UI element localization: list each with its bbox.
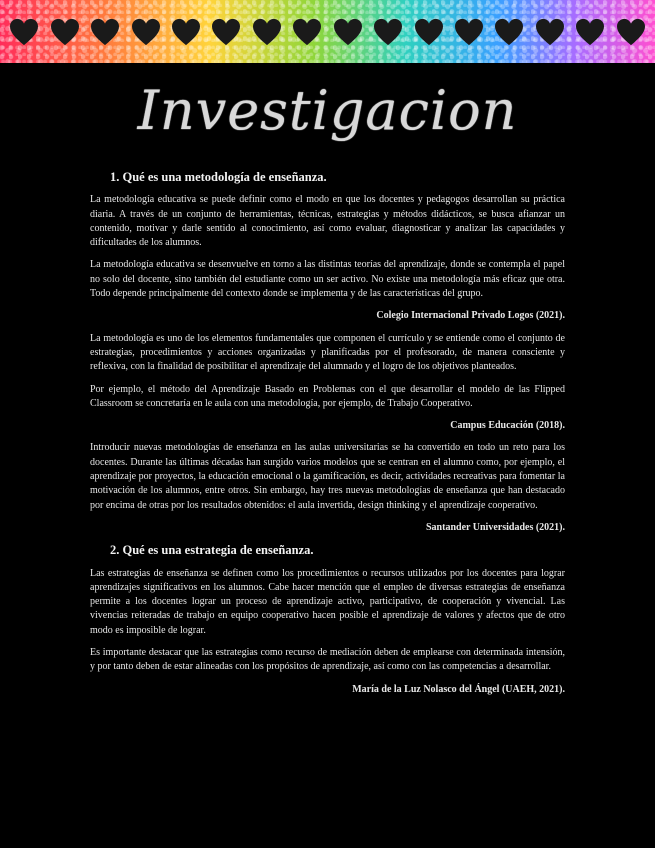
section-2-paragraph: Es importante destacar que las estrategias como recurso de mediación deben de emplearse con determinada intensión, y por tanto deben de estar alineadas con los propósitos de aprendizaje, así como con las competencias a desarrollar. — [90, 647, 565, 673]
document-body — [90, 170, 565, 705]
section-1-paragraph: Por ejemplo, el método del Aprendizaje Basado en Problemas con el que desarrollar el modelo de las Flipped Classroom se concretaría en le aula con una metodología, por ejemplo, de Trabajo Cooperativo. — [90, 383, 565, 409]
heart-icon — [414, 18, 444, 46]
section-2-paragraph: Las estrategias de enseñanza se definen como los procedimientos o recursos utilizados por los docentes para lograr aprendizajes significativos en los alumnos. Cabe hacer mención que el empleo de diversas estrategias de enseñanza permite a los docentes lograr un proceso de aprendizaje activo, participativo, de cooperación y vivencial. Las vivencias reiteradas de trabajo en equipo cooperativo hacen posible el aprendizaje de valores y afectos que de otro modo es imposible de lograr. — [90, 567, 565, 636]
section-1-paragraph: Introducir nuevas metodologías de enseñanza en las aulas universitarias se ha convertido en todo un reto para los docentes. Durante las últimas décadas han surgido varios modelos que se centran en el alumno como, por ejemplo, el aprendizaje por proyectos, la educación emocional o la gamificación, es decir, actividades recreativas para fomentar la motivación de los alumnos, entre otros. Sin embargo, hay tres nuevas metodologías de enseñanza que han destacado por encima de otras por los resultados obtenidos: el aula invertida, design thinking y el aprendizaje cooperativo. — [90, 442, 565, 511]
citation: Colegio Internacional Privado Logos (2021). — [376, 310, 565, 322]
citation: María de la Luz Nolasco del Ángel (UAEH, 2021). — [352, 683, 565, 695]
heart-icon — [535, 18, 565, 46]
heart-icon — [494, 18, 524, 46]
heart-icon — [454, 18, 484, 46]
citation: Campus Educación (2018). — [450, 420, 565, 432]
heart-icon — [292, 18, 322, 46]
heart-icon — [333, 18, 363, 46]
heart-icon — [131, 18, 161, 46]
section-1-paragraph: La metodología es uno de los elementos fundamentales que componen el currículo y se entiende como el conjunto de estrategias, procedimientos y acciones organizadas y planificadas por el profesorado, de manera consciente y reflexiva, con la finalidad de posibilitar el aprendizaje del alumnado y el logro de los objetivos planteados. — [90, 332, 565, 373]
section-1-paragraph: La metodología educativa se desenvuelve en torno a las distintas teorías del aprendizaje, donde se contempla el papel no solo del docente, sino también del estudiante como un ser activo. No existe una metodología más eficaz que otra. Todo depende principalmente del contexto donde se implementa y de las características del grupo. — [90, 259, 565, 300]
glitter-hearts-banner — [0, 0, 655, 63]
page-title: Investigacion — [137, 79, 518, 142]
heart-icon — [252, 18, 282, 46]
heart-icon — [90, 18, 120, 46]
heart-icon — [616, 18, 646, 46]
heart-icon — [9, 18, 39, 46]
citation: Santander Universidades (2021). — [426, 521, 565, 533]
section-2-heading: 2. Qué es una estrategia de enseñanza. — [110, 543, 314, 558]
heart-icon — [373, 18, 403, 46]
heart-icon — [211, 18, 241, 46]
heart-icon — [575, 18, 605, 46]
section-1-heading: 1. Qué es una metodología de enseñanza. — [110, 170, 327, 184]
heart-icon — [50, 18, 80, 46]
heart-icon — [171, 18, 201, 46]
section-1-paragraph: La metodología educativa se puede definir como el modo en que los docentes y pedagogos desarrollan su práctica diaria. A través de un conjunto de herramientas, técnicas, estrategias y métodos didácticos, se busca afianzar un contenido, motivar y darle sentido al conocimiento, así como evaluar, diagnosticar y analizar las capacidades y dificultades de los alumnos. — [90, 194, 565, 249]
